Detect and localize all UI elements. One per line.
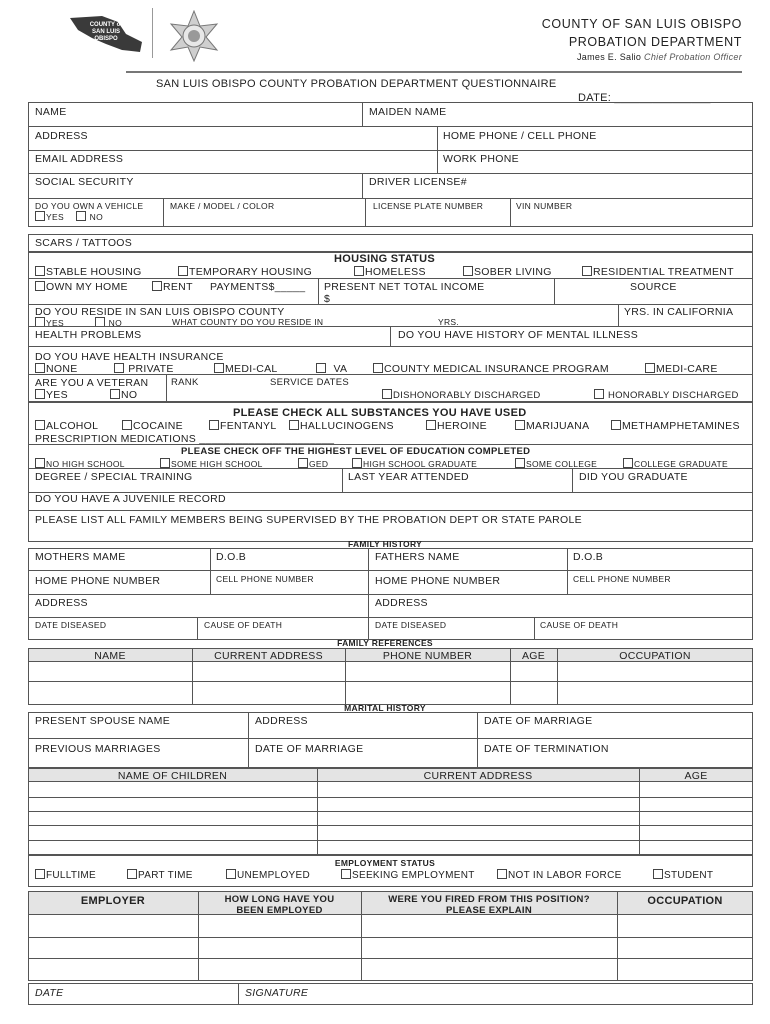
ins-county-checkbox[interactable]: COUNTY MEDICAL INSURANCE PROGRAM	[373, 363, 609, 375]
spouse-address-field[interactable]: ADDRESS	[255, 715, 308, 727]
header-rule	[126, 71, 742, 73]
sub-marijuana-checkbox[interactable]: MARIJUANA	[515, 420, 589, 432]
emp-parttime-checkbox[interactable]: PART TIME	[127, 869, 193, 881]
prev-date-marriage-field[interactable]: DATE OF MARRIAGE	[255, 743, 364, 755]
veteran-label: ARE YOU A VETERAN	[35, 377, 149, 389]
emp-student-checkbox[interactable]: STUDENT	[653, 869, 713, 881]
father-cause-death-field[interactable]: CAUSE OF DEATH	[540, 620, 619, 630]
sub-heroine-checkbox[interactable]: HEROINE	[426, 420, 487, 432]
sub-meth-checkbox[interactable]: METHAMPHETAMINES	[611, 420, 740, 432]
housing-title: HOUSING STATUS	[334, 253, 435, 265]
own-home-checkbox[interactable]: OWN MY HOME	[35, 281, 128, 293]
mother-date-diseased-field[interactable]: DATE DISEASED	[35, 620, 107, 630]
signature-box	[28, 983, 753, 1005]
county-logo	[66, 12, 144, 56]
home-phone-field[interactable]: HOME PHONE / CELL PHONE	[443, 130, 597, 142]
veteran-no-checkbox[interactable]: NO	[110, 389, 137, 401]
degree-field[interactable]: DEGREE / SPECIAL TRAINING	[35, 471, 193, 483]
scars-field[interactable]: SCARS / TATTOOS	[35, 237, 133, 249]
sub-fentanyl-checkbox[interactable]: FENTANYL	[209, 420, 276, 432]
reside-slo-label: DO YOU RESIDE IN SAN LUIS OBISPO COUNTY	[35, 306, 285, 318]
footer-date-field[interactable]: DATE	[35, 987, 64, 999]
substances-title: PLEASE CHECK ALL SUBSTANCES YOU HAVE USED	[233, 407, 527, 419]
reside-yes-checkbox[interactable]: YES	[35, 317, 64, 328]
vehicle-yes-checkbox[interactable]: YES	[35, 211, 64, 222]
emp-fulltime-checkbox[interactable]: FULLTIME	[35, 869, 96, 881]
previous-marriages-field[interactable]: PREVIOUS MARRIAGES	[35, 743, 161, 755]
dept-title: PROBATION DEPARTMENT	[568, 35, 742, 49]
rank-field[interactable]: RANK	[171, 377, 199, 388]
family-history-title: FAMILY HISTORY	[347, 539, 423, 549]
health-problems-field[interactable]: HEALTH PROBLEMS	[35, 329, 142, 341]
edu-somecollege-checkbox[interactable]: SOME COLLEGE	[515, 458, 597, 469]
edu-somehs-checkbox[interactable]: SOME HIGH SCHOOL	[160, 458, 263, 469]
officer-title: Chief Probation Officer	[644, 52, 742, 62]
emp-unemployed-checkbox[interactable]: UNEMPLOYED	[226, 869, 310, 881]
date-termination-field[interactable]: DATE OF TERMINATION	[484, 743, 609, 755]
sub-hallucinogens-checkbox[interactable]: HALLUCINOGENS	[289, 420, 394, 432]
county-title: COUNTY OF SAN LUIS OBISPO	[541, 17, 742, 31]
reside-no-checkbox[interactable]: NO	[95, 317, 122, 328]
make-model-field[interactable]: MAKE / MODEL / COLOR	[170, 201, 275, 211]
children-col-name: NAME OF CHILDREN	[117, 770, 228, 782]
mother-cell-phone-field[interactable]: CELL PHONE NUMBER	[216, 574, 314, 584]
father-dob-field[interactable]: D.O.B	[573, 551, 604, 563]
rent-checkbox[interactable]: RENT	[152, 281, 193, 293]
howlong-col-2: BEEN EMPLOYED	[236, 905, 323, 916]
county-logo-text: COUNTY of SAN LUIS OBISPO	[89, 22, 123, 42]
veteran-yes-checkbox[interactable]: YES	[35, 389, 68, 401]
name-field[interactable]: NAME	[35, 106, 67, 118]
housing-sober-checkbox[interactable]: SOBER LIVING	[463, 266, 552, 278]
work-phone-field[interactable]: WORK PHONE	[443, 153, 519, 165]
fathers-name-field[interactable]: FATHERS NAME	[375, 551, 460, 563]
spouse-name-field[interactable]: PRESENT SPOUSE NAME	[35, 715, 171, 727]
net-income-field[interactable]: PRESENT NET TOTAL INCOME	[324, 281, 485, 293]
sub-alcohol-checkbox[interactable]: ALCOHOL	[35, 420, 98, 432]
ref-col-name: NAME	[94, 650, 126, 662]
father-address-field[interactable]: ADDRESS	[375, 597, 428, 609]
edu-hsgrad-checkbox[interactable]: HIGH SCHOOL GRADUATE	[352, 458, 477, 469]
mother-home-phone-field[interactable]: HOME PHONE NUMBER	[35, 575, 161, 587]
ins-va-checkbox[interactable]: VA	[316, 363, 347, 375]
sheriff-star-icon	[164, 10, 224, 62]
fired-col-1: WERE YOU FIRED FROM THIS POSITION?	[388, 894, 590, 905]
address-field[interactable]: ADDRESS	[35, 130, 88, 142]
ins-private-checkbox[interactable]: PRIVATE	[114, 363, 174, 375]
fired-col-2: PLEASE EXPLAIN	[445, 905, 533, 916]
scars-field-box	[28, 234, 753, 252]
father-cell-phone-field[interactable]: CELL PHONE NUMBER	[573, 574, 671, 584]
mother-cause-death-field[interactable]: CAUSE OF DEATH	[204, 620, 283, 630]
mental-illness-field[interactable]: DO YOU HAVE HISTORY OF MENTAL ILLNESS	[398, 329, 639, 341]
children-col-age: AGE	[684, 770, 708, 782]
employment-status-title: EMPLOYMENT STATUS	[334, 858, 436, 868]
officer-line	[577, 52, 742, 62]
edu-collegegrad-checkbox[interactable]: COLLEGE GRADUATE	[623, 458, 728, 469]
father-home-phone-field[interactable]: HOME PHONE NUMBER	[375, 575, 501, 587]
juvenile-record-field[interactable]: DO YOU HAVE A JUVENILE RECORD	[35, 493, 226, 505]
mother-dob-field[interactable]: D.O.B	[216, 551, 247, 563]
sub-cocaine-checkbox[interactable]: COCAINE	[122, 420, 183, 432]
mothers-name-field[interactable]: MOTHERS MAME	[35, 551, 126, 563]
footer-signature-field[interactable]: SIGNATURE	[245, 987, 309, 999]
honorable-checkbox[interactable]: HONORABLY DISCHARGED	[594, 389, 739, 401]
ref-col-phone: PHONE NUMBER	[382, 650, 473, 662]
ref-col-age: AGE	[521, 650, 546, 662]
maiden-name-field[interactable]: MAIDEN NAME	[369, 106, 447, 118]
emp-seeking-checkbox[interactable]: SEEKING EMPLOYMENT	[341, 869, 475, 881]
driver-license-field[interactable]: DRIVER LICENSE#	[369, 176, 467, 188]
ref-col-address: CURRENT ADDRESS	[214, 650, 323, 662]
header-divider	[152, 8, 153, 58]
yrs-in-ca-field[interactable]: YRS. IN CALIFORNIA	[624, 306, 734, 318]
housing-homeless-checkbox[interactable]: HOMELESS	[354, 266, 426, 278]
net-income-dollar: $	[324, 293, 331, 305]
mother-address-field[interactable]: ADDRESS	[35, 597, 88, 609]
employer-col: EMPLOYER	[80, 895, 146, 907]
children-col-address: CURRENT ADDRESS	[423, 770, 533, 782]
family-references-title: FAMILY REFERENCES	[337, 638, 433, 648]
graduate-field[interactable]: DID YOU GRADUATE	[579, 471, 688, 483]
ins-medicare-checkbox[interactable]: MEDI-CARE	[645, 363, 718, 375]
ssn-field[interactable]: SOCIAL SECURITY	[35, 176, 134, 188]
edu-nohs-checkbox[interactable]: NO HIGH SCHOOL	[35, 458, 125, 469]
dishonorable-checkbox[interactable]: DISHONORABLY DISCHARGED	[382, 389, 541, 401]
income-source-field[interactable]: SOURCE	[630, 281, 677, 293]
email-field[interactable]: EMAIL ADDRESS	[35, 153, 124, 165]
edu-ged-checkbox[interactable]: GED	[298, 458, 328, 469]
housing-temporary-checkbox[interactable]: TEMPORARY HOUSING	[178, 266, 312, 278]
what-county-field[interactable]: WHAT COUNTY DO YOU RESIDE IN ___________________	[172, 317, 422, 327]
health-insurance-label: DO YOU HAVE HEALTH INSURANCE	[35, 351, 224, 363]
county-yrs-label: YRS.	[438, 317, 460, 327]
vehicle-no-checkbox[interactable]: NO	[76, 211, 103, 222]
family-supervised-field[interactable]: PLEASE LIST ALL FAMILY MEMBERS BEING SUPERVISED BY THE PROBATION DEPT OR STATE PAROLE	[35, 514, 582, 526]
vin-field[interactable]: VIN NUMBER	[516, 201, 573, 211]
service-dates-field[interactable]: SERVICE DATES	[270, 377, 350, 388]
plate-field[interactable]: LICENSE PLATE NUMBER	[373, 201, 484, 211]
ins-none-checkbox[interactable]: NONE	[35, 363, 78, 375]
ref-col-occupation: OCCUPATION	[619, 650, 691, 662]
housing-stable-checkbox[interactable]: STABLE HOUSING	[35, 266, 142, 278]
officer-name: James E. Salio	[577, 52, 642, 62]
date-of-marriage-field[interactable]: DATE OF MARRIAGE	[484, 715, 593, 727]
emp-notlabor-checkbox[interactable]: NOT IN LABOR FORCE	[497, 869, 622, 881]
ins-medical-checkbox[interactable]: MEDI-CAL	[214, 363, 278, 375]
date-field[interactable]: DATE: _______________	[578, 92, 711, 104]
father-date-diseased-field[interactable]: DATE DISEASED	[375, 620, 447, 630]
occupation-col: OCCUPATION	[647, 895, 723, 907]
last-year-field[interactable]: LAST YEAR ATTENDED	[348, 471, 469, 483]
education-title: PLEASE CHECK OFF THE HIGHEST LEVEL OF EDUCATION COMPLETED	[181, 446, 531, 457]
own-vehicle-label: DO YOU OWN A VEHICLE	[35, 201, 144, 211]
payments-field[interactable]: PAYMENTS$_____	[210, 281, 306, 293]
prescription-field[interactable]: PRESCRIPTION MEDICATIONS ______________________	[35, 433, 335, 445]
form-title: SAN LUIS OBISPO COUNTY PROBATION DEPARTMENT QUESTIONNAIRE	[156, 78, 557, 90]
marital-history-title: MARITAL HISTORY	[344, 703, 426, 713]
howlong-col-1: HOW LONG HAVE YOU	[224, 894, 335, 905]
housing-residential-checkbox[interactable]: RESIDENTIAL TREATMENT	[582, 266, 734, 278]
